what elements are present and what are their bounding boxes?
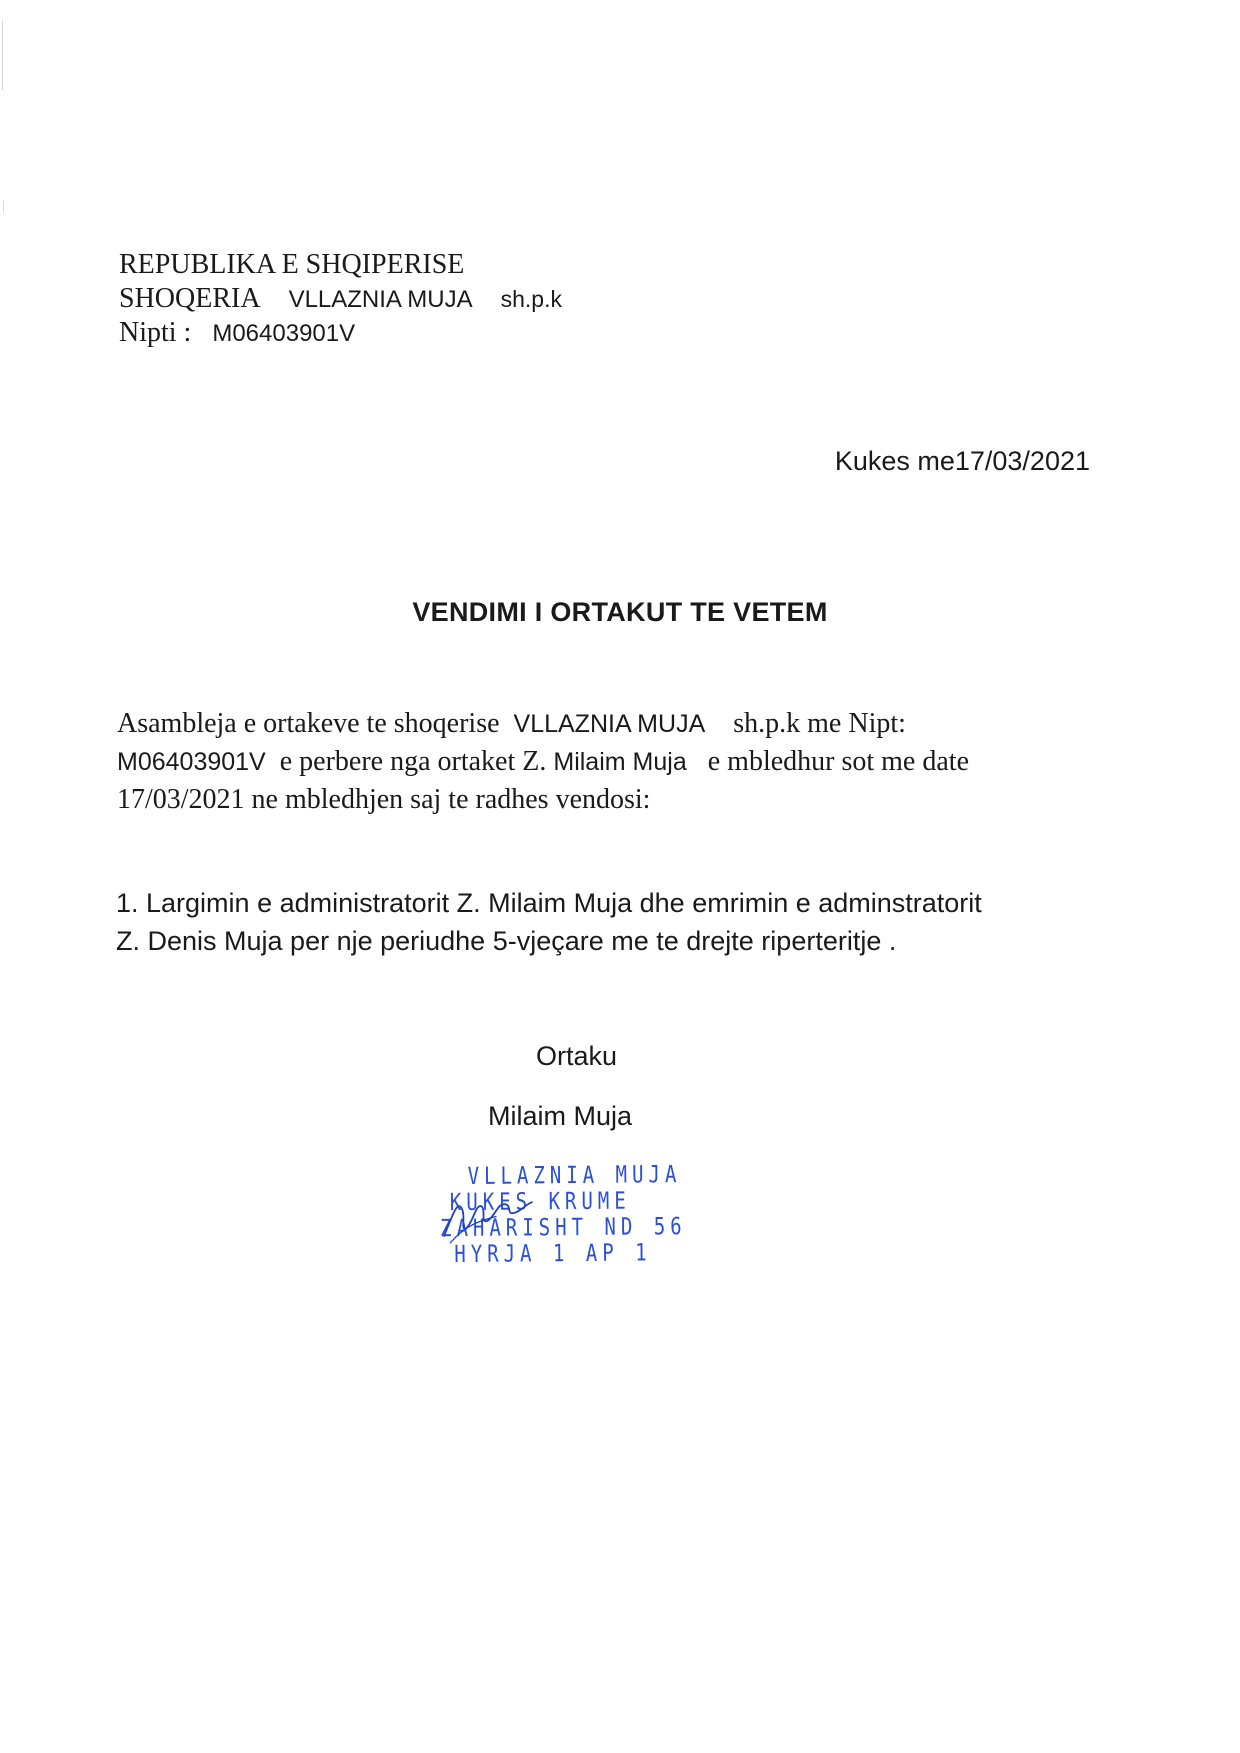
country-name: REPUBLIKA E SHQIPERISE: [119, 249, 465, 280]
document-header: [119, 248, 562, 350]
intro-line-3: 17/03/2021 ne mbledhjen saj te radhes vendosi:: [117, 784, 651, 815]
partner-name-inline: Milaim Muja: [553, 748, 687, 776]
decision-item: [116, 884, 982, 960]
intro-text: sh.p.k me Nipt:: [733, 708, 906, 739]
intro-text: e perbere nga ortaket Z.: [279, 746, 547, 777]
place-date: Kukes me17/03/2021: [834, 446, 1090, 476]
nipt-line: [119, 316, 562, 350]
company-name: VLLAZNIA MUJA: [288, 286, 473, 313]
intro-line-1: [117, 705, 1117, 743]
nipt-inline: M06403901V: [117, 748, 266, 776]
stamp-line-2: KUKES KRUME: [449, 1187, 631, 1217]
nipt-label: Nipti :: [119, 317, 192, 348]
company-type: sh.p.k: [500, 286, 562, 312]
nipt-value: M06403901V: [212, 320, 356, 347]
intro-text: Asambleja e ortakeve te shoqerise: [117, 708, 500, 739]
company-line: [119, 282, 562, 316]
intro-paragraph: [117, 705, 1117, 819]
handwritten-signature: [436, 1190, 537, 1251]
decision-line-2: Z. Denis Muja per nje periudhe 5-vjeçare me te drejte riperteritje .: [116, 926, 897, 956]
scan-mark: [3, 200, 4, 212]
company-name-inline: VLLAZNIA MUJA: [513, 710, 706, 738]
signature-name: Milaim Muja: [488, 1101, 633, 1131]
decision-line-1: 1. Largimin e administratorit Z. Milaim Muja dhe emrimin e adminstratorit: [116, 888, 982, 918]
company-stamp: [436, 1160, 687, 1273]
signature-role: Ortaku: [536, 1041, 618, 1071]
company-label: SHOQERIA: [119, 283, 261, 314]
stamp-line-1: VLLAZNIA MUJA: [467, 1160, 682, 1191]
document-title: VENDIMI I ORTAKUT TE VETEM: [412, 597, 828, 627]
scan-mark: [2, 20, 3, 90]
stamp-line-4: HYRJA 1 AP 1: [454, 1239, 652, 1269]
intro-line-2: [117, 743, 1117, 781]
intro-text: e mbledhur sot me date: [707, 746, 969, 777]
stamp-line-3: ZAHARISHT ND 56: [439, 1212, 687, 1243]
